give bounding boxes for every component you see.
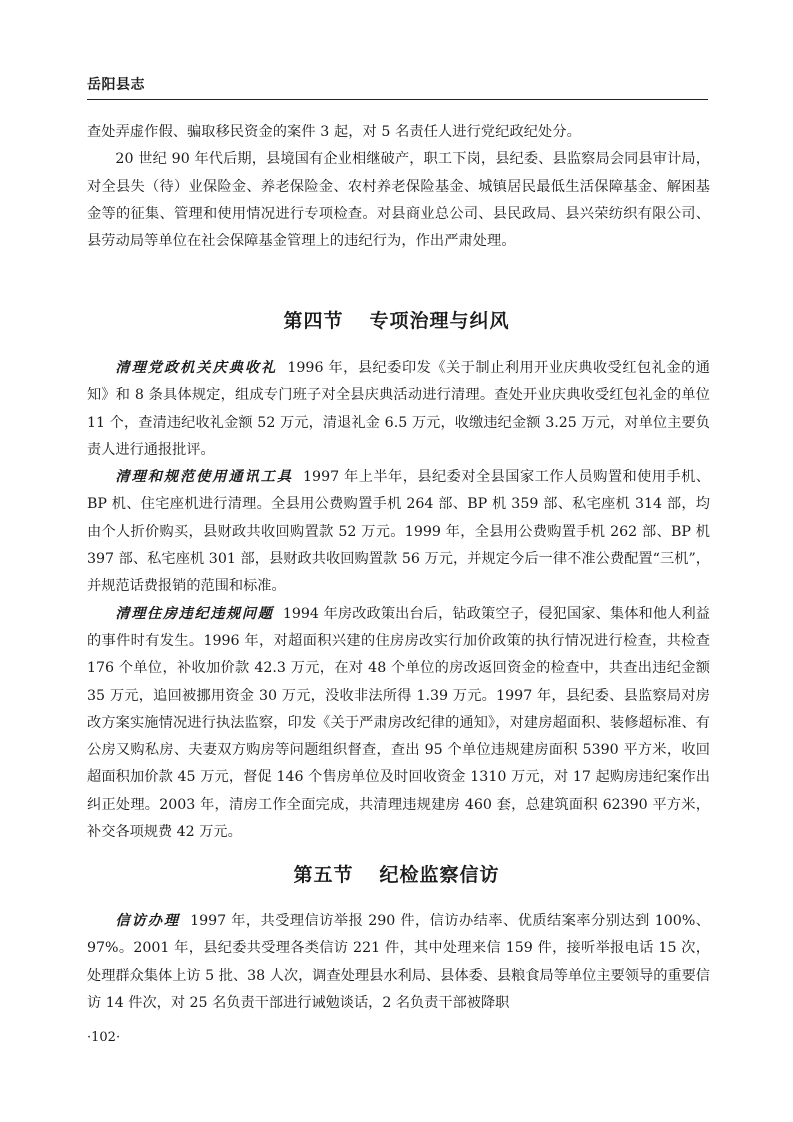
section-5-body <box>87 908 710 1017</box>
section-title: 纪检监察信访 <box>379 864 500 886</box>
subsection-text: 1994 年房改政策出台后，钻政策空子，侵犯国家、集体和他人利益的事件时有发生。1996 年，对超面积兴建的住房房改实行加价政策的执行情况进行检查，共检查 176 个单位，补收加价款 42.3 万元，在对 48 个单位的房改返回资金的检查中，共查出违纪金额 35 万元，追回被挪用资金 30 万元，没收非法所得 1.39 万元。1997 年，县纪委、县监察局对房改方案实施情况进行执法监察，印发《关于严肃房改纪律的通知》，对建房超面积、装修超标准、有公房又购私房、夫妻双方购房等问题组织督查，查出 95 个单位违规建房面积 5390 平方米，收回超面积加价款 45 万元，督促 146 个售房单位及时回收资金 1310 万元，对 17 起购房违纪案作出纠正处理。2003 年，清房工作全面完成，共清理违规建房 460 套，总建筑面积 62390 平方米，补交各项规费 42 万元。 <box>87 605 710 841</box>
subsection-paragraph <box>87 601 710 847</box>
page-number: ·102· <box>87 1030 121 1045</box>
subsection-paragraph <box>87 908 710 1017</box>
run-in-heading: 清理和规范使用通讯工具 <box>115 469 294 486</box>
section-number: 第五节 <box>293 864 354 886</box>
subsection-paragraph <box>87 355 710 464</box>
section-4-body <box>87 355 710 846</box>
subsection-text: 1997 年，共受理信访举报 290 件，信访办结率、优质结案率分别达到 100%、97%。2001 年，县纪委共受理各类信访 221 件，其中处理来信 159 件，接听举报电话 15 次，处理群众集体上访 5 批、38 人次，调查处理县水利局、县体委、县粮食局等单位主要领导的重要信访 14 件次，对 25 名负责干部进行诫勉谈话，2 名负责干部被降职 <box>87 913 710 1011</box>
run-in-heading: 清理住房违纪违规问题 <box>115 605 274 622</box>
run-in-heading: 清理党政机关庆典收礼 <box>115 360 278 376</box>
subsection-text: 1997 年上半年，县纪委对全县国家工作人员购置和使用手机、BP 机、住宅座机进行清理。全县用公费购置手机 264 部、BP 机 359 部、私宅座机 314 部，均由个人折价购买，县财政共收回购置款 52 万元。1999 年，全县用公费购置手机 262 部、BP 机 397 部、私宅座机 301 部，县财政共收回购置款 56 万元，并规定今后一律不准公费配置“三机”，并规范话费报销的范围和标准。 <box>87 469 710 595</box>
section-number: 第四节 <box>283 310 344 332</box>
intro-text <box>87 119 710 255</box>
paragraph: 查处弄虚作假、骗取移民资金的案件 3 起，对 5 名责任人进行党纪政纪处分。 <box>87 124 581 140</box>
section-heading-4 <box>0 306 793 333</box>
run-in-heading: 信访办理 <box>115 913 181 929</box>
section-heading-5 <box>0 860 793 887</box>
paragraph: 20 世纪 90 年代后期，县境国有企业相继破产，职工下岗，县纪委、县监察局会同县审计局，对全县失（待）业保险金、养老保险金、农村养老保险基金、城镇居民最低生活保障基金、解困基金等的征集、管理和使用情况进行专项检查。对县商业总公司、县民政局、县兴荣纺织有限公司、县劳动局等单位在社会保障基金管理上的违纪行为，作出严肃处理。 <box>87 151 710 250</box>
header-rule <box>87 99 708 100</box>
running-header: 岳阳县志 <box>87 77 145 93</box>
subsection-paragraph <box>87 464 710 600</box>
subsection-text: 1996 年，县纪委印发《关于制止利用开业庆典收受红包礼金的通知》和 8 条具体规定，组成专门班子对全县庆典活动进行清理。查处开业庆典收受红包礼金的单位 11 个，查清违纪收礼金额 52 万元，清退礼金 6.5 万元，收缴违纪金额 3.25 万元，对单位主要负责人进行通报批评。 <box>87 360 710 458</box>
section-title: 专项治理与纠风 <box>369 310 510 332</box>
